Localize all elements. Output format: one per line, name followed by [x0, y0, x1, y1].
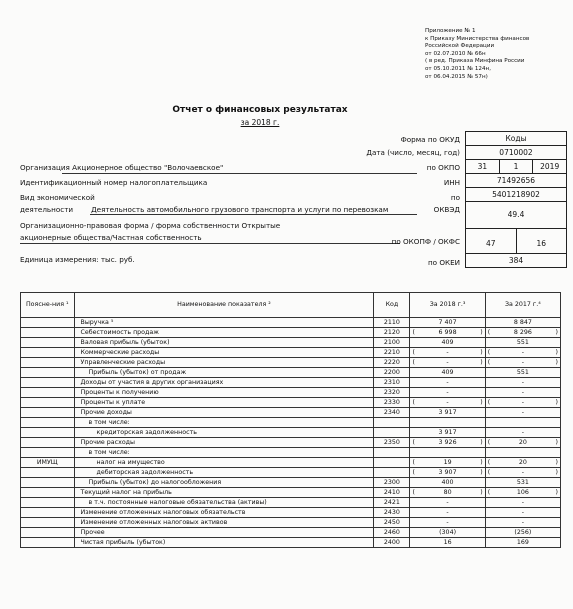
- row-value-cur: 409: [410, 338, 485, 348]
- row-note: [21, 408, 75, 418]
- row-value-prev: -: [485, 388, 560, 398]
- report-title: Отчет о финансовых результатах: [172, 105, 348, 115]
- row-value-cur: ( ) 3 907: [410, 468, 485, 478]
- row-value-prev: [485, 418, 560, 428]
- okved-label-2: ОКВЭД: [433, 205, 460, 214]
- row-value-prev: -: [485, 408, 560, 418]
- row-name: Прибыль (убыток) от продаж: [74, 368, 374, 378]
- okopf-label: по ОКОПФ / ОКФС: [391, 237, 460, 246]
- row-value-prev: 551: [485, 338, 560, 348]
- row-code: 2300: [374, 478, 410, 488]
- table-row: [21, 538, 561, 548]
- row-note: [21, 318, 75, 328]
- row-code: 2320: [374, 388, 410, 398]
- okei-label: по ОКЕИ: [427, 258, 460, 267]
- row-code: 2200: [374, 368, 410, 378]
- row-code: 2110: [374, 318, 410, 328]
- row-code: 2400: [374, 538, 410, 548]
- row-name: Прочее: [74, 528, 374, 538]
- table-row: [21, 388, 561, 398]
- row-value-prev: (256): [485, 528, 560, 538]
- table-row: [21, 418, 561, 428]
- row-code: 2430: [374, 508, 410, 518]
- row-note: [21, 468, 75, 478]
- date-label: Дата (число, месяц, год): [366, 148, 460, 157]
- row-value-prev: 8 847: [485, 318, 560, 328]
- row-code: 2100: [374, 338, 410, 348]
- row-note: [21, 498, 75, 508]
- row-note: [21, 328, 75, 338]
- row-note: [21, 398, 75, 408]
- row-name: налог на имущество: [74, 458, 374, 468]
- row-name: Прочие доходы: [74, 408, 374, 418]
- row-value-prev: ( ) -: [485, 348, 560, 358]
- table-row: [21, 348, 561, 358]
- date-code: 31 1 2019: [466, 159, 566, 173]
- row-value-prev: -: [485, 518, 560, 528]
- col-current: За 2018 г.³: [410, 293, 485, 318]
- row-value-cur: ( ) -: [410, 348, 485, 358]
- row-code: 2120: [374, 328, 410, 338]
- table-row: [21, 518, 561, 528]
- inn-text: Идентификационный номер налогоплательщика: [20, 178, 208, 187]
- row-code: 2450: [374, 518, 410, 528]
- table-row: [21, 498, 561, 508]
- unit-label: Единица измерения: тыс. руб.: [20, 255, 135, 264]
- table-row: [21, 468, 561, 478]
- row-code: 2310: [374, 378, 410, 388]
- table-row: [21, 378, 561, 388]
- row-value-cur: ( ) 3 926: [410, 438, 485, 448]
- okved-code: 49.4: [466, 201, 566, 228]
- row-code: [374, 458, 410, 468]
- row-note: [21, 388, 75, 398]
- row-name: дебиторская задолженность: [74, 468, 374, 478]
- codes-box: [465, 131, 567, 268]
- row-value-cur: (304): [410, 528, 485, 538]
- row-value-prev: ( ) 8 296: [485, 328, 560, 338]
- codes-header: Коды: [505, 134, 527, 143]
- row-value-cur: 16: [410, 538, 485, 548]
- row-name: в том числе:: [74, 448, 374, 458]
- row-note: [21, 438, 75, 448]
- okei-code: 384: [466, 253, 566, 267]
- row-code: 2410: [374, 488, 410, 498]
- okud-code: 0710002: [466, 145, 566, 159]
- row-note: [21, 338, 75, 348]
- row-note: [21, 528, 75, 538]
- table-row: [21, 328, 561, 338]
- row-name: Изменение отложенных налоговых активов: [74, 518, 374, 528]
- row-name: Прибыль (убыток) до налогообложения: [74, 478, 374, 488]
- row-value-cur: -: [410, 508, 485, 518]
- row-value-cur: ( ) 19: [410, 458, 485, 468]
- row-code: 2210: [374, 348, 410, 358]
- org-label: Организация Акционерное общество "Волочаевское": [20, 163, 224, 172]
- row-value-prev: 551: [485, 368, 560, 378]
- row-code: [374, 468, 410, 478]
- row-name: Коммерческие расходы: [74, 348, 374, 358]
- ownership-underline: [20, 243, 400, 244]
- row-value-prev: -: [485, 498, 560, 508]
- inn-code: 5401218902: [466, 187, 566, 201]
- row-value-prev: ( ) -: [485, 358, 560, 368]
- row-name: Управленческие расходы: [74, 358, 374, 368]
- row-name: Проценты к уплате: [74, 398, 374, 408]
- row-note: [21, 418, 75, 428]
- table-row: [21, 398, 561, 408]
- table-row: [21, 448, 561, 458]
- row-value-prev: ( ) -: [485, 468, 560, 478]
- okpo-label: по ОКПО: [426, 163, 460, 172]
- activity-label-1: Вид экономической: [20, 193, 95, 202]
- row-value-cur: 400: [410, 478, 485, 488]
- row-value-cur: -: [410, 378, 485, 388]
- table-header: [21, 293, 561, 318]
- row-code: 2340: [374, 408, 410, 418]
- row-code: [374, 448, 410, 458]
- row-value-cur: -: [410, 518, 485, 528]
- results-table: [20, 292, 561, 548]
- row-name: Доходы от участия в других организациях: [74, 378, 374, 388]
- col-name: Наименование показателя ²: [74, 293, 374, 318]
- row-value-cur: ( ) -: [410, 358, 485, 368]
- row-name: в т.ч. постоянные налоговые обязательства (активы): [74, 498, 374, 508]
- table-row: [21, 428, 561, 438]
- inn-label: ИНН: [443, 178, 460, 187]
- row-value-prev: [485, 448, 560, 458]
- table-row: [21, 478, 561, 488]
- row-code: 2220: [374, 358, 410, 368]
- row-value-cur: 7 407: [410, 318, 485, 328]
- table-row: [21, 368, 561, 378]
- row-value-cur: -: [410, 498, 485, 508]
- row-name: Проценты к получению: [74, 388, 374, 398]
- okved-label-1: по: [450, 193, 460, 202]
- table-row: [21, 338, 561, 348]
- row-name: Валовая прибыль (убыток): [74, 338, 374, 348]
- row-name: Выручка ⁵: [74, 318, 374, 328]
- org-underline: [62, 173, 417, 174]
- col-notes: Поясне-ния ¹: [21, 293, 75, 318]
- row-code: [374, 418, 410, 428]
- row-value-prev: 169: [485, 538, 560, 548]
- table-row: [21, 318, 561, 328]
- row-note: [21, 378, 75, 388]
- table-row: [21, 438, 561, 448]
- row-value-cur: 3 917: [410, 428, 485, 438]
- table-row: [21, 528, 561, 538]
- row-note: [21, 478, 75, 488]
- ownership-label-2: акционерные общества/Частная собственность: [20, 233, 202, 242]
- table-row: [21, 488, 561, 498]
- okopf-okfs-code: 47 16: [466, 228, 566, 253]
- table-row: [21, 508, 561, 518]
- activity-underline: [90, 214, 417, 215]
- row-code: 2330: [374, 398, 410, 408]
- col-previous: За 2017 г.⁴: [485, 293, 560, 318]
- okpo-code: 71492656: [466, 173, 566, 187]
- row-note: [21, 518, 75, 528]
- row-name: Текущий налог на прибыль: [74, 488, 374, 498]
- row-value-cur: ( ) -: [410, 398, 485, 408]
- row-name: кредиторская задолженность: [74, 428, 374, 438]
- row-note: [21, 508, 75, 518]
- row-value-prev: ( ) -: [485, 398, 560, 408]
- report-period: за 2018 г.: [240, 118, 280, 127]
- row-code: 2350: [374, 438, 410, 448]
- row-value-prev: ( ) 106: [485, 488, 560, 498]
- row-note: [21, 348, 75, 358]
- row-name: Изменение отложенных налоговых обязательств: [74, 508, 374, 518]
- row-value-cur: [410, 418, 485, 428]
- row-code: 2421: [374, 498, 410, 508]
- row-value-prev: 531: [485, 478, 560, 488]
- ownership-label-1: Организационно-правовая форма / форма собственности Открытые: [20, 221, 281, 230]
- row-note: [21, 488, 75, 498]
- row-code: 2460: [374, 528, 410, 538]
- table-row: [21, 408, 561, 418]
- row-value-cur: ( ) 6 998: [410, 328, 485, 338]
- table-row: [21, 358, 561, 368]
- row-name: Прочие расходы: [74, 438, 374, 448]
- row-name: в том числе:: [74, 418, 374, 428]
- row-value-cur: ( ) 80: [410, 488, 485, 498]
- row-name: Себестоимость продаж: [74, 328, 374, 338]
- form-okud-label: Форма по ОКУД: [400, 135, 460, 144]
- row-value-cur: 3 917: [410, 408, 485, 418]
- row-value-cur: -: [410, 388, 485, 398]
- row-value-prev: -: [485, 378, 560, 388]
- row-note: [21, 538, 75, 548]
- row-code: [374, 428, 410, 438]
- row-note: [21, 448, 75, 458]
- col-code: Код: [374, 293, 410, 318]
- appendix-note: Приложение № 1 к Приказу Министерства финансов Российской Федерации от 02.07.2010 № 66н ( в ред. Приказа Минфина России от 05.10.2011 № 124н, от 06.04.2015 № 57н): [425, 28, 530, 80]
- row-value-prev: ( ) 20: [485, 438, 560, 448]
- row-note: [21, 428, 75, 438]
- row-note: ИМУЩ: [21, 458, 75, 468]
- activity-label-2: деятельности Деятельность автомобильного грузового транспорта и услуги по перевозкам: [20, 205, 389, 214]
- table-row: [21, 458, 561, 468]
- row-note: [21, 358, 75, 368]
- row-note: [21, 368, 75, 378]
- row-value-prev: -: [485, 508, 560, 518]
- row-value-prev: ( ) 20: [485, 458, 560, 468]
- row-value-cur: [410, 448, 485, 458]
- row-value-cur: 409: [410, 368, 485, 378]
- row-value-prev: -: [485, 428, 560, 438]
- row-name: Чистая прибыль (убыток): [74, 538, 374, 548]
